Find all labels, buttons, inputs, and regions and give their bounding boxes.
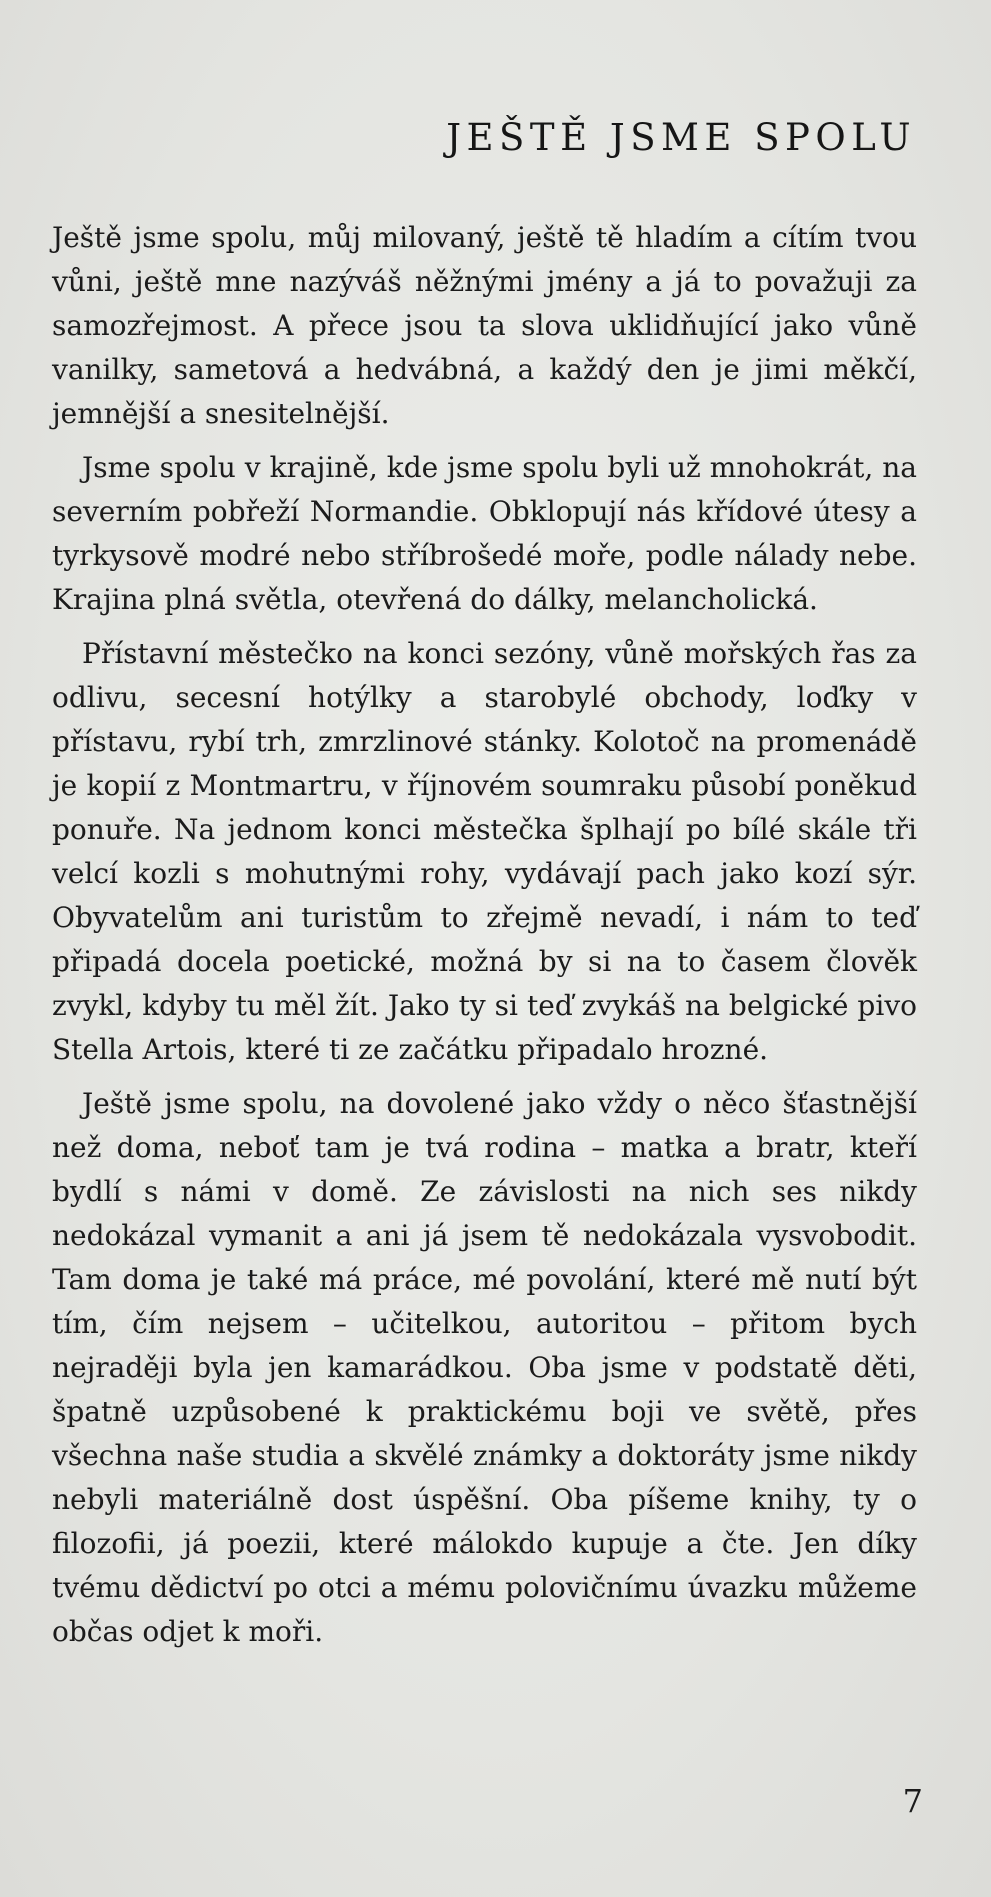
page-number: 7	[902, 1782, 923, 1820]
paragraph-4: Ještě jsme spolu, na dovolené jako vždy o něco šťastnější než doma, neboť tam je tvá rodina – matka a bratr, kteří bydlí s námi v domě. Ze závislosti na nich ses nikdy nedokázal vymanit a ani já jsem tě nedokázala vysvobodit. Tam doma je také má práce, mé povolání, které mě nutí být tím, čím nejsem – učitelkou, autoritou – přitom bych nejraději byla jen kamarádkou. Oba jsme v podstatě děti, špatně uzpůsobené k praktickému boji ve světě, přes všechna naše studia a skvělé známky a doktoráty jsme nikdy nebyli materiálně dost úspěšní. Oba píšeme knihy, ty o filozofii, já poezii, které málokdo kupuje a čte. Jen díky tvému dědictví po otci a mému polovičnímu úvazku můžeme občas odjet k moři.	[52, 1087, 917, 1648]
paragraph-3: Přístavní městečko na konci sezóny, vůně mořských řas za odlivu, secesní hotýlky a starobylé obchody, loďky v přístavu, rybí trh, zmrzlinové stánky. Kolotoč na promenádě je kopií z Montmartru, v říjnovém soumraku působí poněkud ponuře. Na jednom konci městečka šplhají po bílé skále tři velcí kozli s mohutnými rohy, vydávají pach jako kozí sýr. Obyvatelům ani turistům to zřejmě nevadí, i nám to teď připadá docela poetické, možná by si na to časem člověk zvykl, kdyby tu měl žít. Jako ty si teď zvykáš na belgické pivo Stella Artois, které ti ze začátku připadalo hrozné.	[52, 637, 917, 1066]
paragraph-1: Ještě jsme spolu, můj milovaný, ještě tě hladím a cítím tvou vůni, ještě mne nazýváš něžnými jmény a já to považuji za samozřejmost. A přece jsou ta slova uklidňující jako vůně vanilky, sametová a hedvábná, a každý den je jimi měkčí, jemnější a snesitelnější.	[52, 221, 917, 430]
chapter-body	[52, 216, 917, 1664]
chapter-title: JEŠTĚ JSME SPOLU	[446, 116, 916, 159]
paragraph-2: Jsme spolu v krajině, kde jsme spolu byli už mnohokrát, na severním pobřeží Normandie. Obklopují nás křídové útesy a tyrkysově modré nebo stříbrošedé moře, podle nálady nebe. Krajina plná světla, otevřená do dálky, melancholická.	[52, 451, 917, 616]
